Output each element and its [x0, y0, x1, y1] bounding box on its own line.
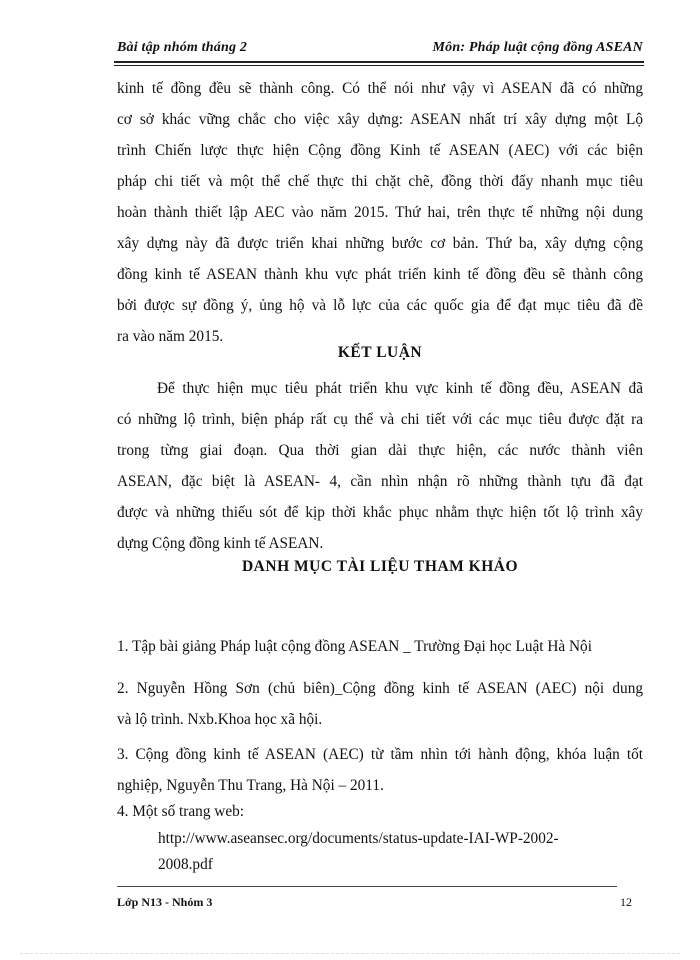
paragraph-line: có những lộ trình, biện pháp rất cụ thể và chi tiết với các mục tiêu được đặt ra [117, 411, 643, 428]
paragraph-line: pháp chi tiết và một thể chế thực thi chặt chẽ, đồng thời đẩy nhanh mục tiêu [117, 173, 643, 190]
footer-left: Lớp N13 - Nhóm 3 [117, 895, 213, 909]
paragraph-line: bởi được sự đồng ý, ủng hộ và lỗ lực của các quốc gia để đạt mục tiêu đã đề [117, 297, 643, 314]
header-right: Môn: Pháp luật cộng đồng ASEAN [432, 40, 643, 55]
paragraph-line: đồng kinh tế ASEAN thành khu vực phát triển kinh tế đồng đều sẽ thành công [117, 266, 643, 283]
paragraph-line: xây dựng này đã được triển khai những bước cơ bản. Thứ ba, xây dựng cộng [117, 235, 643, 252]
reference-item: 1. Tập bài giảng Pháp luật cộng đồng ASEAN _ Trường Đại học Luật Hà Nội [117, 638, 592, 655]
paragraph-line: cơ sở khác vững chắc cho việc xây dựng: ASEAN nhất trí xây dựng một Lộ [117, 111, 643, 128]
paragraph-line: kinh tế đồng đều sẽ thành công. Có thể nói như vậy vì ASEAN đã có những [117, 80, 643, 97]
page-number: 12 [620, 895, 632, 909]
header-rule [114, 61, 644, 66]
paragraph-line: Để thực hiện mục tiêu phát triển khu vực kinh tế đồng đều, ASEAN đã [157, 380, 643, 397]
references-heading: DANH MỤC TÀI LIỆU THAM KHẢO [241, 558, 519, 575]
conclusion-heading: KẾT LUẬN [337, 344, 423, 361]
reference-link[interactable]: http://www.aseansec.org/documents/status-update-IAI-WP-2002- [158, 830, 559, 847]
reference-link[interactable]: 2008.pdf [158, 856, 213, 873]
footer-rule [117, 886, 617, 887]
reference-item: nghiệp, Nguyễn Thu Trang, Hà Nội – 2011. [117, 777, 384, 794]
paragraph-line: ra vào năm 2015. [117, 328, 224, 345]
paragraph-line: trong từng giai đoạn. Qua thời gian dài thực hiện, các nước thành viên [117, 442, 643, 459]
paragraph-line: ASEAN, đặc biệt là ASEAN- 4, cần nhìn nhận rõ những thành tựu đã đạt [117, 473, 643, 490]
reference-item: 2. Nguyễn Hồng Sơn (chủ biên)_Cộng đồng kinh tế ASEAN (AEC) nội dung [117, 680, 643, 697]
page-edge [20, 953, 680, 954]
reference-item: và lộ trình. Nxb.Khoa học xã hội. [117, 711, 323, 728]
reference-item: 3. Cộng đồng kinh tế ASEAN (AEC) từ tầm nhìn tới hành động, khóa luận tốt [117, 746, 643, 763]
reference-item: 4. Một số trang web: [117, 803, 245, 820]
paragraph-line: hoàn thành thiết lập AEC vào năm 2015. Thứ hai, trên thực tế những nội dung [117, 204, 643, 221]
header-left: Bài tập nhóm tháng 2 [117, 40, 248, 55]
paragraph-line: được và những thiếu sót để kịp thời khắc phục nhằm thực hiện tốt lộ trình xây [117, 504, 643, 521]
paragraph-line: trình Chiến lược thực hiện Cộng đồng Kinh tế ASEAN (AEC) với các biện [117, 142, 643, 159]
paragraph-line: dựng Cộng đồng kinh tế ASEAN. [117, 535, 324, 552]
